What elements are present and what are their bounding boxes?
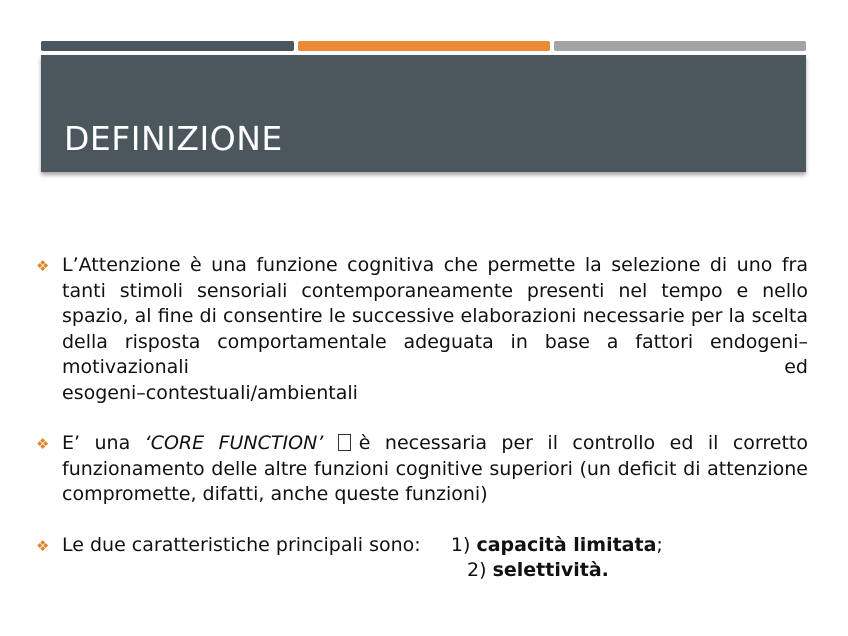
- bullet-definition: [36, 253, 808, 406]
- accent-bar-dark: [41, 41, 294, 51]
- arrow-glyph: [323, 432, 337, 454]
- accent-bar-orange: [298, 41, 550, 51]
- bullet-prefix: Le due caratteristiche principali sono:: [62, 533, 421, 556]
- item2-selectivity: selettività.: [492, 559, 609, 581]
- bullet-text: [62, 431, 808, 508]
- item2-line: [62, 558, 808, 584]
- missing-glyph-box: [338, 434, 351, 451]
- bullet-text-end: esogeni–contestuali/ambientali: [62, 381, 358, 404]
- bullet-text-body: è necessaria per il controllo ed il corretto funzionamento delle altre funzioni cognitive superiori (un deficit di attenzione compromette, difatti, anche queste funzioni): [62, 432, 808, 505]
- slide-title: DEFINIZIONE: [64, 119, 283, 158]
- bullet-prefix: E’ una: [62, 432, 145, 454]
- core-function-emphasis: ‘CORE FUNCTION’: [144, 432, 324, 454]
- bullet-text-main: L’Attenzione è una funzione cognitiva che permette la selezione di uno fra tanti stimoli sensoriali contemporaneamente presenti nel tempo e nello spazio, al fine di consentire le successive elaborazioni necessarie per la scelta della risposta comportamentale adeguata in base a fattori endogeni–motivazionali ed: [62, 254, 808, 378]
- item1-tail: ;: [656, 533, 663, 556]
- accent-bar-grey: [554, 41, 806, 51]
- item1-capacity: capacità limitata: [476, 533, 657, 556]
- item1-number: 1): [450, 533, 471, 556]
- title-banner: [41, 55, 806, 172]
- item2-number: 2): [467, 559, 487, 581]
- diamond-bullet-icon: ❖: [36, 435, 50, 453]
- diamond-bullet-icon: ❖: [36, 536, 50, 555]
- slide-body: [36, 253, 808, 609]
- bullet-text: [62, 533, 808, 584]
- bullet-characteristics: [36, 533, 808, 584]
- bullet-text: [62, 253, 808, 406]
- diamond-bullet-icon: ❖: [36, 257, 50, 275]
- bullet-core-function: [36, 431, 808, 508]
